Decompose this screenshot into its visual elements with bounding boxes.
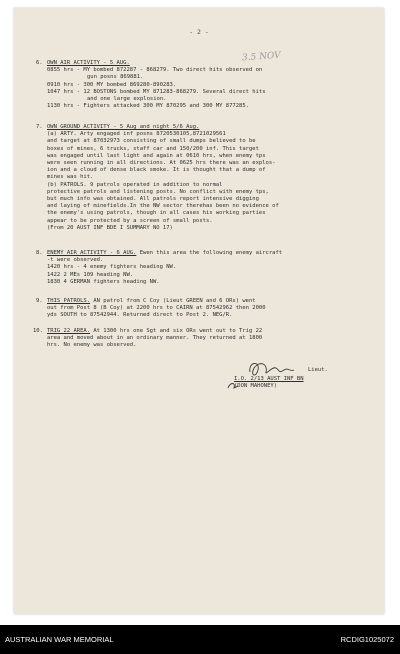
page-number: - 2 -: [189, 28, 209, 36]
section-heading-text: At 1300 hrs one Sgt and six ORs went out to Trig 22: [90, 328, 263, 334]
section-patrols: [36, 298, 371, 320]
section-heading: THIS PATROLS.: [47, 298, 91, 304]
section-line: were seen running in all directions. At 0625 hrs there was an explos-: [47, 160, 276, 167]
section-number: 9.: [36, 298, 43, 304]
section-line: 1047 hrs - 12 BOSTONS bombed MY 871283-868279. Several direct hits: [47, 88, 266, 95]
section-trig-22-area: [33, 328, 371, 350]
section-line: and target at 87032973 consisting of small dumps believed to be: [47, 138, 256, 145]
pencil-annotation: 3.5 NOV: [241, 50, 282, 64]
section-number: 8.: [36, 250, 43, 256]
section-line: boxes of mines, 6 trucks, staff car and 150/200 inf. This target: [47, 145, 259, 152]
signature-title: I.O. 2/13 AUST INF BN: [234, 376, 304, 382]
section-heading: TRIG 22 AREA.: [47, 328, 91, 334]
section-line: but much info was obtained. All patrols report intensive digging: [47, 196, 259, 203]
section-line: 1130 hrs - Fighters attacked 300 MY 870295 and 300 MY 877285.: [47, 103, 249, 110]
signature-rank: Lieut.: [308, 367, 328, 373]
section-line: the enemy's using patrols, though in all cases his working parties: [47, 210, 266, 217]
section-line: 1420 hrs - 4 enemy fighters heading NW.: [47, 264, 177, 271]
section-line: appear to be protected by a screen of small posts.: [47, 217, 213, 224]
section-line: was engaged until last light and again at 0610 hrs, when enemy tps: [47, 152, 266, 159]
section-line: protective patrols and listening posts. No conflict with enemy tps,: [47, 188, 269, 195]
section-heading: OWN GROUND ACTIVITY - 5 Aug and night 5/6 Aug.: [47, 124, 200, 130]
section-line: ion and a cloud of dense black smoke. It is thought that a dump of: [47, 167, 266, 174]
section-line: and laying of minefields.In the NW sector therehas been no evidence of: [47, 203, 279, 210]
section-enemy-air-activity: [36, 250, 371, 286]
section-line: -t were observed.: [47, 257, 104, 264]
signature-block: [220, 358, 340, 398]
section-line: and one large explosion.: [87, 96, 167, 103]
section-line: 0855 hrs - MY bombed 872287 - 868279. Two direct hits observed on: [47, 67, 263, 74]
section-line: gun posns 869881.: [87, 74, 144, 81]
section-line: yds SOUTH to 87542944. Returned direct to Post 2. NEG/R.: [47, 312, 233, 319]
document-page: [14, 8, 384, 614]
footer-record-id: RCDIG1025072: [340, 635, 394, 644]
section-line: 1830 4 GERMAN fighters heading NW.: [47, 278, 160, 285]
section-line: (b) PATROLS. 9 patrols operated in addition to normal: [47, 181, 223, 188]
section-number: 7.: [36, 124, 43, 130]
section-heading: ENEMY AIR ACTIVITY - 6 AUG.: [47, 250, 137, 256]
footer-source: AUSTRALIAN WAR MEMORIAL: [5, 635, 114, 644]
section-heading: OWN AIR ACTIVITY - 5 AUG.: [47, 60, 130, 66]
section-line: mines was hit.: [47, 174, 94, 181]
section-line: area and moved about in an ordinary manner. They returned at 1800: [47, 335, 263, 342]
section-line: (From 20 AUST INF BDE I SUMMARY NO 17): [47, 224, 173, 231]
footer-bar: [0, 625, 400, 654]
section-line: 1422 2 MEs 109 heading NW.: [47, 271, 134, 278]
section-line: 0910 hrs - 300 MY bombed 869280-890283.: [47, 81, 177, 88]
section-line: out from Post 8 (B Coy) at 2200 hrs to CAIRN at 87542962 then 2000: [47, 305, 266, 312]
section-number: 6.: [36, 60, 43, 66]
section-own-air-activity: [36, 60, 371, 110]
signature-name: (DON MAHONEY): [234, 383, 278, 389]
section-number: 10.: [33, 328, 43, 334]
section-heading-text: Ewen this area the following enemy aircraft: [136, 250, 283, 256]
section-line: hrs. No enemy was observed.: [47, 342, 137, 349]
section-heading-text: AN patrol from C Coy (Lieut GREEN and 6 ORs) went: [90, 298, 256, 304]
section-own-ground-activity: [36, 124, 371, 232]
section-line: (a) ARTY. Arty engaged inf posns 8720530105,8721029561: [47, 131, 226, 138]
